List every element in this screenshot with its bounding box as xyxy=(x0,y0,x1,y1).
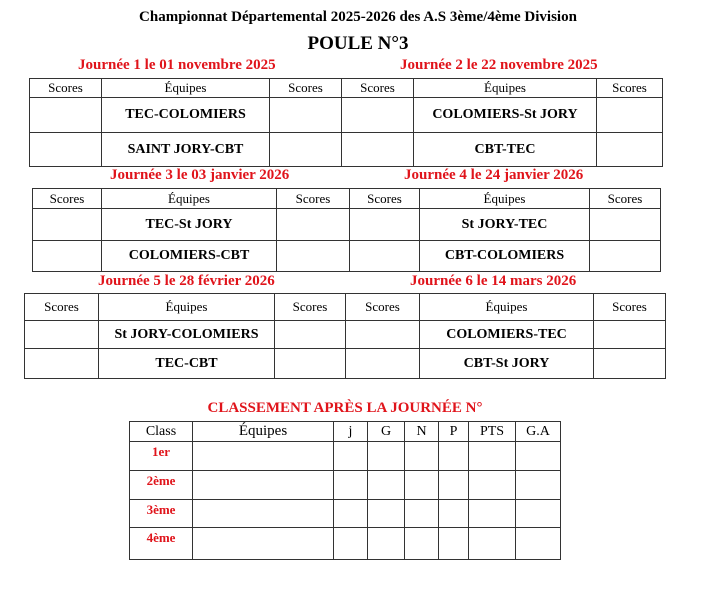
scores-header: Scores xyxy=(350,189,420,209)
stat-cell[interactable] xyxy=(469,500,516,528)
poule-title: POULE N°3 xyxy=(307,33,409,54)
equipes-header: Équipes xyxy=(420,189,590,209)
scores-header: Scores xyxy=(342,79,414,98)
rank-label: 1er xyxy=(130,442,193,471)
rank-label: 4ème xyxy=(130,528,193,560)
round-1-label: Journée 1 le 01 novembre 2025 xyxy=(78,57,276,73)
stat-cell[interactable] xyxy=(405,471,439,500)
stat-cell[interactable] xyxy=(334,500,368,528)
score-cell[interactable] xyxy=(350,241,420,272)
rank-label: 3ème xyxy=(130,500,193,528)
stat-cell[interactable] xyxy=(334,442,368,471)
pts-header: PTS xyxy=(469,422,516,442)
stat-cell[interactable] xyxy=(405,442,439,471)
stat-cell[interactable] xyxy=(469,442,516,471)
match-cell: TEC-CBT xyxy=(99,349,275,379)
score-cell[interactable] xyxy=(25,349,99,379)
stat-cell[interactable] xyxy=(368,442,405,471)
stat-cell[interactable] xyxy=(469,528,516,560)
stat-cell[interactable] xyxy=(368,471,405,500)
stat-cell[interactable] xyxy=(334,471,368,500)
scores-header: Scores xyxy=(33,189,102,209)
stat-cell[interactable] xyxy=(368,528,405,560)
class-header: Class xyxy=(130,422,193,442)
team-cell[interactable] xyxy=(193,442,334,471)
stat-cell[interactable] xyxy=(439,500,469,528)
scores-header: Scores xyxy=(594,294,666,321)
scores-header: Scores xyxy=(275,294,346,321)
page-title: Championnat Départemental 2025-2026 des A.S 3ème/4ème Division xyxy=(139,9,577,25)
team-cell[interactable] xyxy=(193,500,334,528)
stat-cell[interactable] xyxy=(516,500,561,528)
score-cell[interactable] xyxy=(30,98,102,133)
score-cell[interactable] xyxy=(590,209,661,241)
score-cell[interactable] xyxy=(346,349,420,379)
stat-cell[interactable] xyxy=(368,500,405,528)
match-cell: CBT-COLOMIERS xyxy=(420,241,590,272)
ga-header: G.A xyxy=(516,422,561,442)
score-cell[interactable] xyxy=(342,98,414,133)
schedule-table-2 xyxy=(32,188,661,272)
equipes-header: Équipes xyxy=(193,422,334,442)
n-header: N xyxy=(405,422,439,442)
equipes-header: Équipes xyxy=(102,189,277,209)
equipes-header: Équipes xyxy=(414,79,597,98)
match-cell: St JORY-TEC xyxy=(420,209,590,241)
match-cell: COLOMIERS-St JORY xyxy=(414,98,597,133)
score-cell[interactable] xyxy=(270,98,342,133)
scores-header: Scores xyxy=(597,79,663,98)
equipes-header: Équipes xyxy=(420,294,594,321)
round-4-label: Journée 4 le 24 janvier 2026 xyxy=(404,167,584,183)
scores-header: Scores xyxy=(346,294,420,321)
score-cell[interactable] xyxy=(594,349,666,379)
stat-cell[interactable] xyxy=(405,500,439,528)
score-cell[interactable] xyxy=(594,321,666,349)
p-header: P xyxy=(439,422,469,442)
scores-header: Scores xyxy=(30,79,102,98)
classement-title: CLASSEMENT APRÈS LA JOURNÉE N° xyxy=(207,400,483,416)
match-cell: St JORY-COLOMIERS xyxy=(99,321,275,349)
match-cell: COLOMIERS-TEC xyxy=(420,321,594,349)
stat-cell[interactable] xyxy=(516,528,561,560)
stat-cell[interactable] xyxy=(405,528,439,560)
scores-header: Scores xyxy=(270,79,342,98)
schedule-table-3 xyxy=(24,293,666,379)
match-cell: CBT-TEC xyxy=(414,133,597,167)
scores-header: Scores xyxy=(590,189,661,209)
round-5-label: Journée 5 le 28 février 2026 xyxy=(98,273,275,289)
match-cell: COLOMIERS-CBT xyxy=(102,241,277,272)
scores-header: Scores xyxy=(277,189,350,209)
score-cell[interactable] xyxy=(346,321,420,349)
score-cell[interactable] xyxy=(30,133,102,167)
match-cell: SAINT JORY-CBT xyxy=(102,133,270,167)
score-cell[interactable] xyxy=(33,209,102,241)
round-6-label: Journée 6 le 14 mars 2026 xyxy=(410,273,577,289)
score-cell[interactable] xyxy=(597,98,663,133)
match-cell: TEC-St JORY xyxy=(102,209,277,241)
score-cell[interactable] xyxy=(277,241,350,272)
score-cell[interactable] xyxy=(25,321,99,349)
team-cell[interactable] xyxy=(193,528,334,560)
score-cell[interactable] xyxy=(590,241,661,272)
schedule-table-1 xyxy=(29,78,663,167)
scores-header: Scores xyxy=(25,294,99,321)
score-cell[interactable] xyxy=(277,209,350,241)
score-cell[interactable] xyxy=(270,133,342,167)
equipes-header: Équipes xyxy=(99,294,275,321)
stat-cell[interactable] xyxy=(334,528,368,560)
match-cell: TEC-COLOMIERS xyxy=(102,98,270,133)
stat-cell[interactable] xyxy=(516,442,561,471)
rank-label: 2ème xyxy=(130,471,193,500)
round-2-label: Journée 2 le 22 novembre 2025 xyxy=(400,57,598,73)
j-header: j xyxy=(334,422,368,442)
stat-cell[interactable] xyxy=(439,528,469,560)
match-cell: CBT-St JORY xyxy=(420,349,594,379)
equipes-header: Équipes xyxy=(102,79,270,98)
score-cell[interactable] xyxy=(33,241,102,272)
stat-cell[interactable] xyxy=(516,471,561,500)
score-cell[interactable] xyxy=(275,349,346,379)
stat-cell[interactable] xyxy=(469,471,516,500)
score-cell[interactable] xyxy=(350,209,420,241)
score-cell[interactable] xyxy=(342,133,414,167)
classement-table xyxy=(129,421,561,560)
score-cell[interactable] xyxy=(275,321,346,349)
team-cell[interactable] xyxy=(193,471,334,500)
g-header: G xyxy=(368,422,405,442)
stat-cell[interactable] xyxy=(439,442,469,471)
score-cell[interactable] xyxy=(597,133,663,167)
round-3-label: Journée 3 le 03 janvier 2026 xyxy=(110,167,290,183)
stat-cell[interactable] xyxy=(439,471,469,500)
